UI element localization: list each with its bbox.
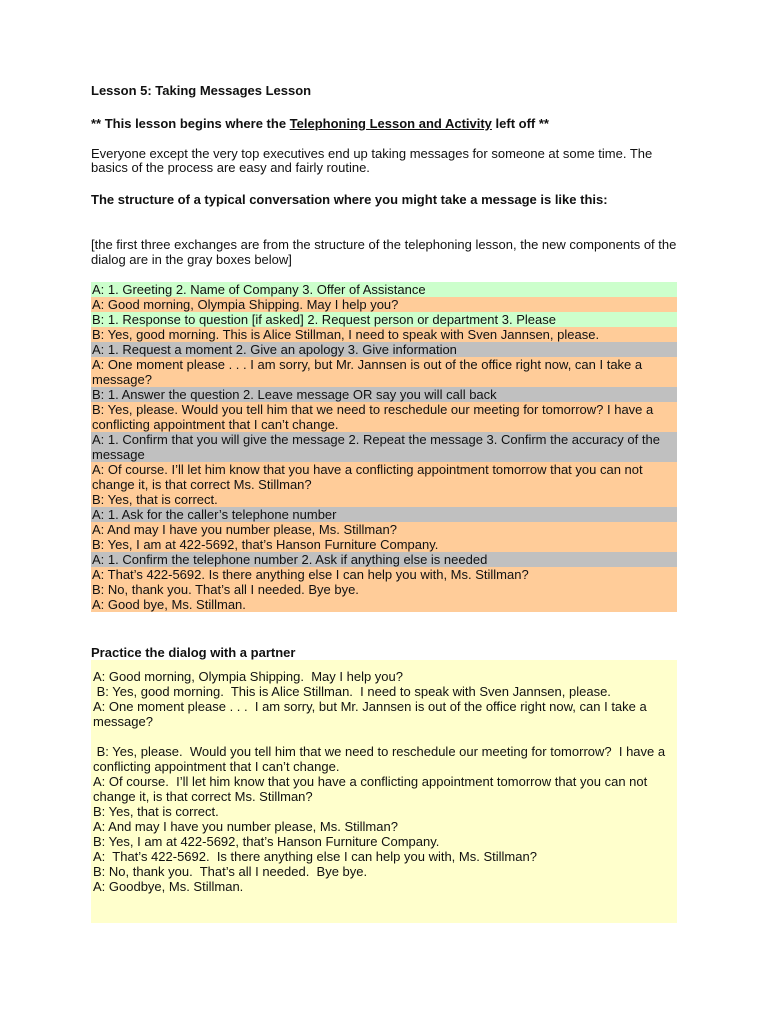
dialog-row: B: 1. Answer the question 2. Leave message OR say you will call back [91,387,677,402]
dialog-row: A: Of course. I’ll let him know that you have a conflicting appointment tomorrow that you can not change it, is that correct Ms. Stillman? [91,462,677,492]
practice-line: B: Yes, please. Would you tell him that we need to reschedule our meeting for tomorrow? I have a conflicting appointment that I can’t change. [93,744,669,774]
practice-line: A: One moment please . . . I am sorry, but Mr. Jannsen is out of the office right now, can I take a message? [93,699,651,729]
page-title: Lesson 5: Taking Messages Lesson [91,83,312,98]
dialog-row: B: Yes, please. Would you tell him that we need to reschedule our meeting for tomorrow? I have a conflicting appointment that I can’t change. [91,402,677,432]
telephoning-lesson-link[interactable]: Telephoning Lesson and Activity [289,116,492,131]
dialog-row: A: Good morning, Olympia Shipping. May I help you? [91,297,677,312]
dialog-row: A: And may I have you number please, Ms. Stillman? [91,522,677,537]
dialog-row: A: 1. Greeting 2. Name of Company 3. Offer of Assistance [91,282,677,297]
dialog-row: A: One moment please . . . I am sorry, but Mr. Jannsen is out of the office right now, can I take a message? [91,357,677,387]
structure-heading: The structure of a typical conversation where you might take a message is like this: [91,192,608,207]
practice-line: B: Yes, good morning. This is Alice Stillman. I need to speak with Sven Jannsen, please. [93,684,611,699]
dialog-row: B: 1. Response to question [if asked] 2. Request person or department 3. Please [91,312,677,327]
intro-paragraph: Everyone except the very top executives end up taking messages for someone at some time. The basics of the process are easy and fairly routine. [91,146,653,175]
dialog-row: B: Yes, that is correct. [91,492,677,507]
practice-heading: Practice the dialog with a partner [91,645,296,660]
practice-line: A: Of course. I’ll let him know that you have a conflicting appointment tomorrow that you can not change it, is that correct Ms. Stillman? [93,774,651,804]
subtitle-prefix: ** This lesson begins where the [91,116,290,131]
dialog-row: A: That’s 422-5692. Is there anything else I can help you with, Ms. Stillman? [91,567,677,582]
subtitle-suffix: left off ** [491,116,549,131]
practice-line: B: Yes, I am at 422-5692, that’s Hanson Furniture Company. [93,834,440,849]
practice-line: A: Good morning, Olympia Shipping. May I help you? [93,669,403,684]
dialog-row: B: Yes, good morning. This is Alice Stillman, I need to speak with Sven Jannsen, please. [91,327,677,342]
practice-line: A: Goodbye, Ms. Stillman. [93,879,244,894]
practice-line: A: That’s 422-5692. Is there anything else I can help you with, Ms. Stillman? [93,849,537,864]
practice-line: B: No, thank you. That’s all I needed. Bye bye. [93,864,368,879]
practice-line: A: And may I have you number please, Ms. Stillman? [93,819,398,834]
dialog-row: A: 1. Confirm that you will give the message 2. Repeat the message 3. Confirm the accuracy of the message [91,432,677,462]
dialog-row: B: No, thank you. That’s all I needed. Bye bye. [91,582,677,597]
dialog-row: A: 1. Confirm the telephone number 2. Ask if anything else is needed [91,552,677,567]
dialog-row: B: Yes, I am at 422-5692, that’s Hanson Furniture Company. [91,537,677,552]
practice-line: B: Yes, that is correct. [93,804,219,819]
practice-dialog-box [91,660,677,923]
dialog-row: A: 1. Request a moment 2. Give an apology 3. Give information [91,342,677,357]
dialog-structure-table [91,282,677,612]
dialog-row: A: 1. Ask for the caller’s telephone number [91,507,677,522]
dialog-row: A: Good bye, Ms. Stillman. [91,597,677,612]
lesson-subtitle [91,116,549,132]
practice-blank-line [93,729,675,744]
bracket-note: [the first three exchanges are from the structure of the telephoning lesson, the new components of the dialog are in the gray boxes below] [91,237,677,267]
